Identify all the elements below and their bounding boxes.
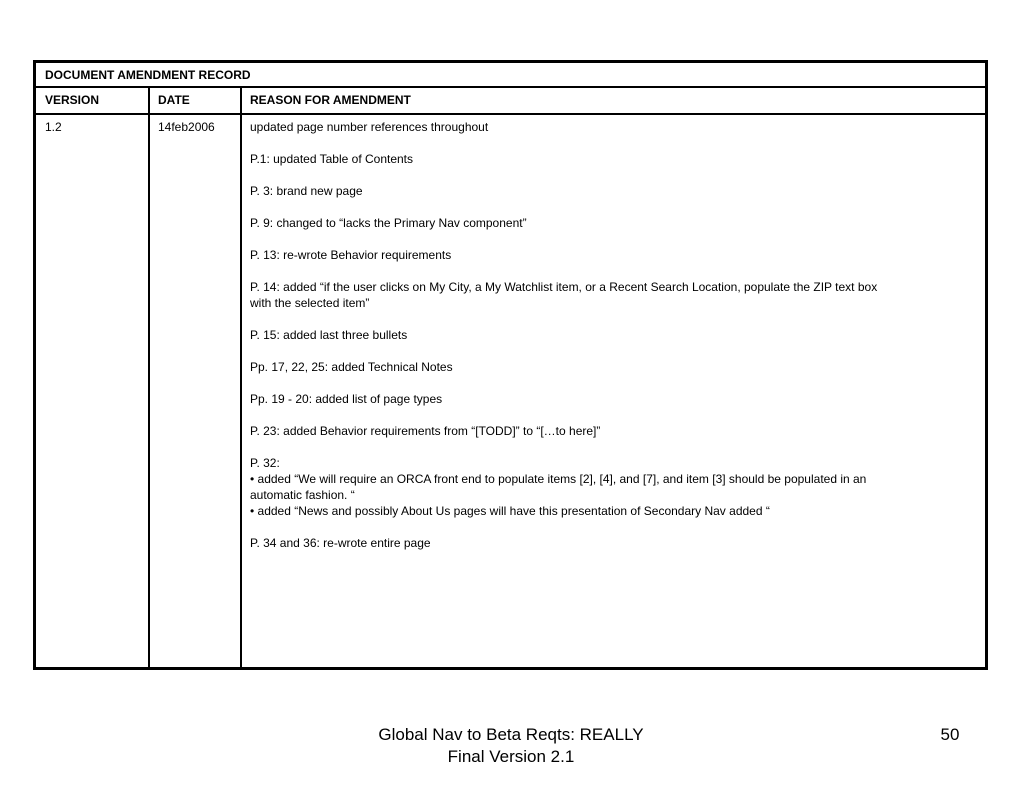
amendment-reason-line: Pp. 17, 22, 25: added Technical Notes bbox=[250, 360, 453, 374]
amendment-reason-paragraph bbox=[250, 535, 975, 551]
amendment-reason-line: • added “We will require an ORCA front end to populate items [2], [4], and [7], and item [3] should be populated in an bbox=[250, 472, 867, 486]
amendment-reason-line: P. 32: bbox=[250, 456, 280, 470]
column-header-date: DATE bbox=[158, 93, 190, 107]
footer-title-line: Global Nav to Beta Reqts: REALLY bbox=[378, 725, 644, 744]
amendment-reason-paragraph bbox=[250, 151, 975, 167]
amendment-record-table bbox=[33, 60, 988, 670]
row-date-cell: 14feb2006 bbox=[158, 120, 215, 134]
column-divider bbox=[240, 88, 242, 667]
column-header-reason: REASON FOR AMENDMENT bbox=[250, 93, 411, 107]
amendment-reason-line: P. 14: added “if the user clicks on My City, a My Watchlist item, or a Recent Search Location, populate the ZIP text box bbox=[250, 280, 878, 294]
amendment-reason-line: • added “News and possibly About Us pages will have this presentation of Secondary Nav added “ bbox=[250, 504, 770, 518]
amendment-reason-line: P. 13: re-wrote Behavior requirements bbox=[250, 248, 452, 262]
amendment-reason-line: with the selected item” bbox=[250, 296, 370, 310]
table-title: DOCUMENT AMENDMENT RECORD bbox=[36, 63, 985, 88]
amendment-reason-line: Pp. 19 - 20: added list of page types bbox=[250, 392, 443, 406]
amendment-reason-line: P. 15: added last three bullets bbox=[250, 328, 408, 342]
amendment-reason-line: automatic fashion. “ bbox=[250, 488, 355, 502]
amendment-reason-paragraph bbox=[250, 455, 975, 519]
amendment-reason-paragraph bbox=[250, 391, 975, 407]
page-number: 50 bbox=[940, 725, 960, 744]
amendment-reason-line: P.1: updated Table of Contents bbox=[250, 152, 414, 166]
amendment-reason-line: P. 23: added Behavior requirements from “[TODD]” to “[…to here]” bbox=[250, 424, 601, 438]
table-header-row bbox=[36, 88, 985, 115]
amendment-reason-paragraph bbox=[250, 359, 975, 375]
footer-document-title bbox=[300, 724, 722, 768]
amendment-reason-line: updated page number references throughout bbox=[250, 120, 489, 134]
amendment-reason-line: P. 9: changed to “lacks the Primary Nav component” bbox=[250, 216, 527, 230]
row-version-cell: 1.2 bbox=[45, 120, 62, 134]
column-header-version: VERSION bbox=[45, 93, 100, 107]
amendment-reason-paragraph bbox=[250, 247, 975, 263]
footer-title-line: Final Version 2.1 bbox=[447, 747, 575, 766]
amendment-reason-paragraph bbox=[250, 327, 975, 343]
amendment-reason-line: P. 3: brand new page bbox=[250, 184, 363, 198]
amendment-reason-paragraph bbox=[250, 279, 975, 311]
amendment-reason-paragraph bbox=[250, 215, 975, 231]
row-reason-cell bbox=[250, 119, 975, 567]
amendment-reason-paragraph bbox=[250, 119, 975, 135]
column-divider bbox=[148, 88, 150, 667]
amendment-reason-paragraph bbox=[250, 183, 975, 199]
amendment-reason-paragraph bbox=[250, 423, 975, 439]
amendment-reason-line: P. 34 and 36: re-wrote entire page bbox=[250, 536, 431, 550]
